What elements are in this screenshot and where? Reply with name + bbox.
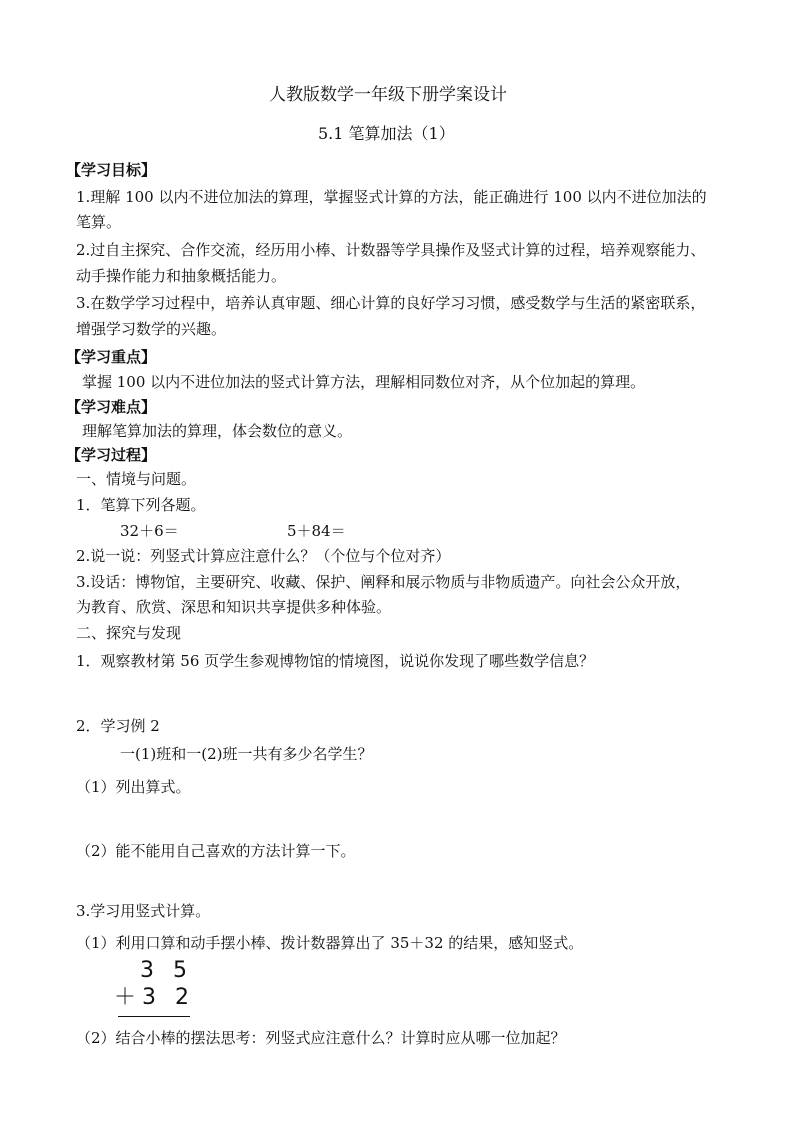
item-1: 1．笔算下列各题。 [76,496,206,514]
item-3-line-2: 为教育、欣赏、深思和知识共享提供多种体验。 [76,598,392,616]
vertical-addend-bottom: ＋3 2 [114,985,195,1010]
step-3-part-2: （2）结合小棒的摆法思考：列竖式应注意什么？计算时应从哪一位加起？ [76,1029,566,1047]
observe-question: 1．观察教材第 56 页学生参观博物馆的情境图，说说你发现了哪些数学信息？ [76,652,595,670]
goal-1-line-2: 笔算。 [76,213,122,231]
goal-2-line-2: 动手操作能力和抽象概括能力。 [76,267,287,285]
process-heading: 【学习过程】 [66,446,157,464]
goal-3-line-2: 增强学习数学的兴趣。 [76,320,227,338]
goal-3-line-1: 3.在数学学习过程中，培养认真审题、细心计算的良好学习习惯，感受数学与生活的紧密联系， [76,294,706,312]
difficulties-heading: 【学习难点】 [66,398,157,416]
section-2-heading: 二、探究与发现 [76,624,182,642]
difficulties-text: 理解笔算加法的算理，体会数位的意义。 [82,422,353,440]
example-2-label: 2．学习例 2 [76,717,160,735]
step-3-heading: 3.学习用竖式计算。 [76,902,211,920]
step-3-part-1: （1）利用口算和动手摆小棒、拨计数器算出了 35＋32 的结果，感知竖式。 [76,934,584,952]
goals-heading: 【学习目标】 [66,161,157,179]
keypoints-heading: 【学习重点】 [66,348,157,366]
calc-2: 5＋84＝ [287,522,346,540]
goal-1-line-1: 1.理解 100 以内不进位加法的算理，掌握竖式计算的方法，能正确进行 100 以内不进位加法的 [76,188,707,206]
sub-question-1: （1）列出算式。 [76,778,191,796]
item-2: 2.说一说：列竖式计算应注意什么？（个位与个位对齐） [76,547,451,565]
goal-2-line-1: 2.过自主探究、合作交流，经历用小棒、计数器等学具操作及竖式计算的过程，培养观察能力、 [76,241,706,259]
calc-1: 32＋6＝ [120,522,179,540]
item-3-line-1: 3.设话：博物馆，主要研究、收藏、保护、阐释和展示物质与非物质遗产。向社会公众开放， [76,573,691,591]
section-1-heading: 一、情境与问题。 [76,470,197,488]
vertical-sum-line [118,1016,190,1017]
sub-question-2: （2）能不能用自己喜欢的方法计算一下。 [76,842,356,860]
example-question: 一(1)班和一(2)班一共有多少名学生？ [120,745,373,763]
lesson-subtitle: 5.1 笔算加法（1） [318,124,455,143]
page-title: 人教版数学一年级下册学案设计 [269,85,507,105]
vertical-addend-top: 3 5 [140,958,193,983]
keypoints-text: 掌握 100 以内不进位加法的竖式计算方法，理解相同数位对齐，从个位加起的算理。 [82,373,646,391]
